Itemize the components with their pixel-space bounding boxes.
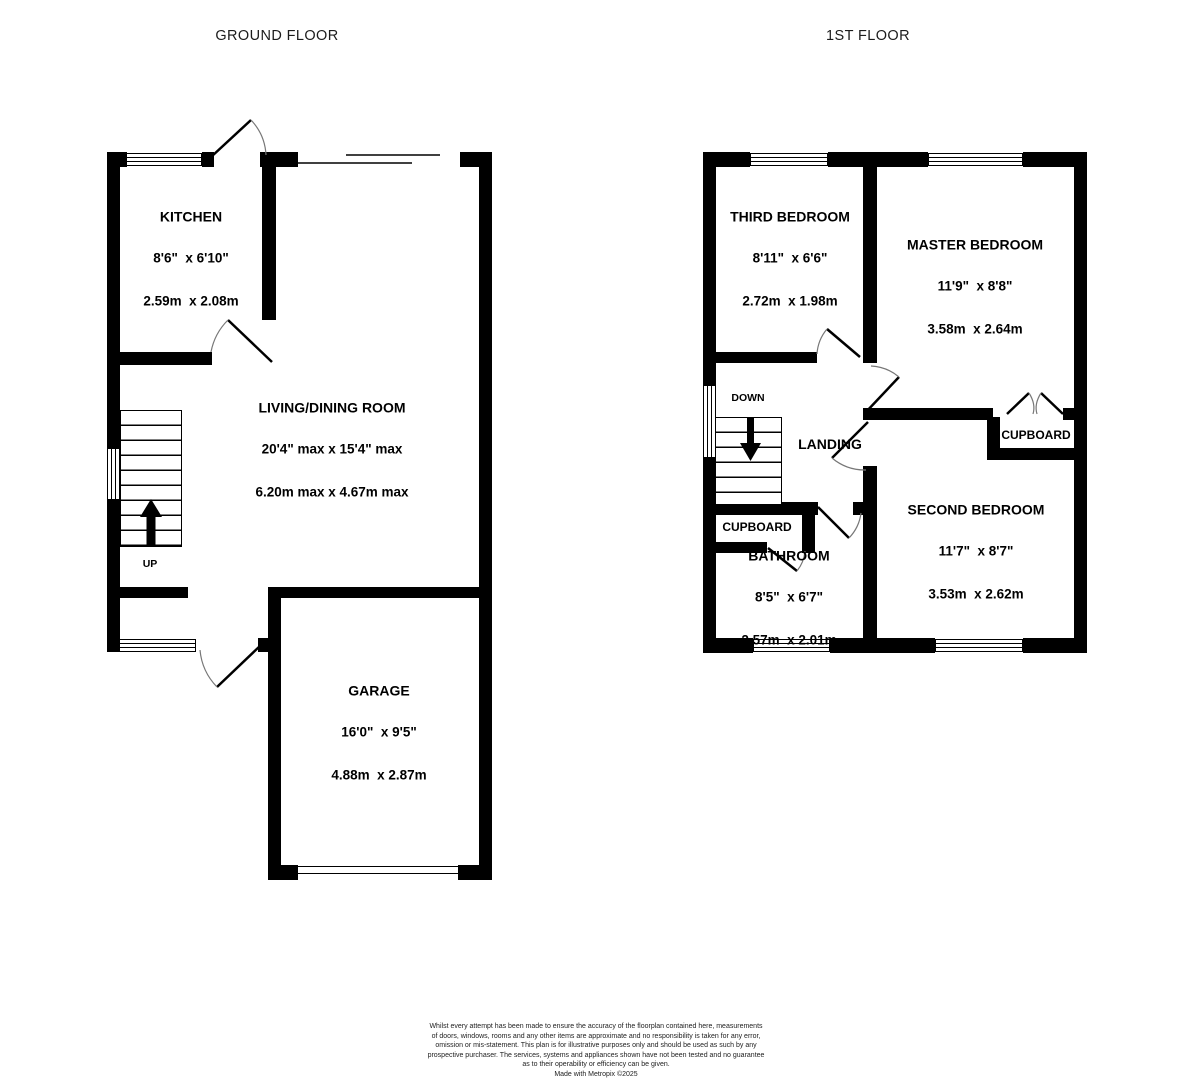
- room-dims-imperial: 11'7" x 8'7": [938, 543, 1014, 559]
- cupboard-left-label: CUPBOARD: [722, 520, 792, 534]
- room-dims-imperial: 20'4" max x 15'4" max: [261, 441, 403, 457]
- down-arrow-icon: [740, 418, 761, 461]
- master-bedroom-door-arc: [871, 366, 899, 377]
- room-dims-imperial: 16'0" x 9'5": [341, 724, 417, 740]
- second-bedroom-door-arc: [832, 458, 866, 470]
- disclaimer-line: omission or mis-statement. This plan is for illustrative purposes only and should be used as such by any: [435, 1042, 757, 1050]
- room-dims-imperial: 8'6" x 6'10": [153, 250, 229, 266]
- cupboard-right-label: CUPBOARD: [1001, 428, 1071, 442]
- front-door-arc: [200, 650, 217, 687]
- third-bedroom-label: [730, 180, 850, 337]
- disclaimer: [366, 1022, 826, 1080]
- room-name: KITCHEN: [159, 207, 223, 224]
- room-dims-imperial: 8'5" x 6'7": [754, 589, 824, 605]
- garage-label: [331, 654, 426, 811]
- room-dims-imperial: 8'11" x 6'6": [752, 250, 828, 266]
- room-dims-metric: 2.59m x 2.08m: [143, 293, 239, 309]
- living-dining-label: [255, 371, 408, 528]
- master-bedroom-door-leaf: [866, 377, 899, 412]
- master-bedroom-label: [907, 208, 1043, 365]
- cupboard-right-door-leaf: [1041, 393, 1063, 414]
- stair-arrows: [140, 418, 761, 546]
- room-name: BATHROOM: [748, 546, 830, 563]
- kitchen-back-door-arc: [251, 120, 266, 155]
- disclaimer-line: Made with Metropix ©2025: [554, 1070, 638, 1078]
- room-dims-metric: 4.88m x 2.87m: [331, 767, 427, 783]
- cupboard-right-door-arc: [1036, 393, 1041, 414]
- room-name: MASTER BEDROOM: [906, 235, 1044, 252]
- disclaimer-line: as to their operability or efficiency can be given.: [522, 1061, 670, 1069]
- disclaimer-line: Whilst every attempt has been made to ensure the accuracy of the floorplan contained here, measurements: [429, 1023, 763, 1030]
- cupboard-right-door-arc: [1029, 393, 1034, 414]
- room-dims-metric: 3.58m x 2.64m: [927, 321, 1023, 337]
- room-dims-metric: 2.72m x 1.98m: [742, 293, 838, 309]
- room-dims-metric: 3.53m x 2.62m: [928, 586, 1024, 602]
- up-label: UP: [142, 558, 158, 570]
- ground-floor-title: GROUND FLOOR: [215, 28, 339, 44]
- second-bedroom-label: [908, 473, 1045, 630]
- room-dims-metric: 2.57m x 2.01m: [741, 632, 837, 648]
- bathroom-label: [741, 519, 836, 676]
- kitchen-label: [143, 180, 238, 337]
- kitchen-back-door-leaf: [211, 120, 251, 157]
- room-name: LIVING/DINING ROOM: [258, 398, 406, 415]
- bathroom-door-arc: [849, 513, 861, 538]
- up-arrow-icon: [140, 499, 162, 546]
- room-name: THIRD BEDROOM: [730, 207, 850, 224]
- landing-label: LANDING: [798, 436, 862, 452]
- room-dims-metric: 6.20m max x 4.67m max: [255, 484, 409, 500]
- room-name: GARAGE: [348, 681, 410, 698]
- front-door-leaf: [217, 645, 261, 687]
- down-label: DOWN: [731, 392, 765, 404]
- room-name: SECOND BEDROOM: [907, 500, 1045, 517]
- cupboard-right-door-leaf: [1007, 393, 1029, 414]
- disclaimer-line: of doors, windows, rooms and any other items are approximate and no responsibility is taken for any error,: [431, 1032, 761, 1040]
- disclaimer-line: prospective purchaser. The services, systems and appliances shown have not been tested and no guarantee: [427, 1051, 765, 1059]
- room-dims-imperial: 11'9" x 8'8": [937, 278, 1013, 294]
- first-floor-title: 1ST FLOOR: [826, 28, 910, 44]
